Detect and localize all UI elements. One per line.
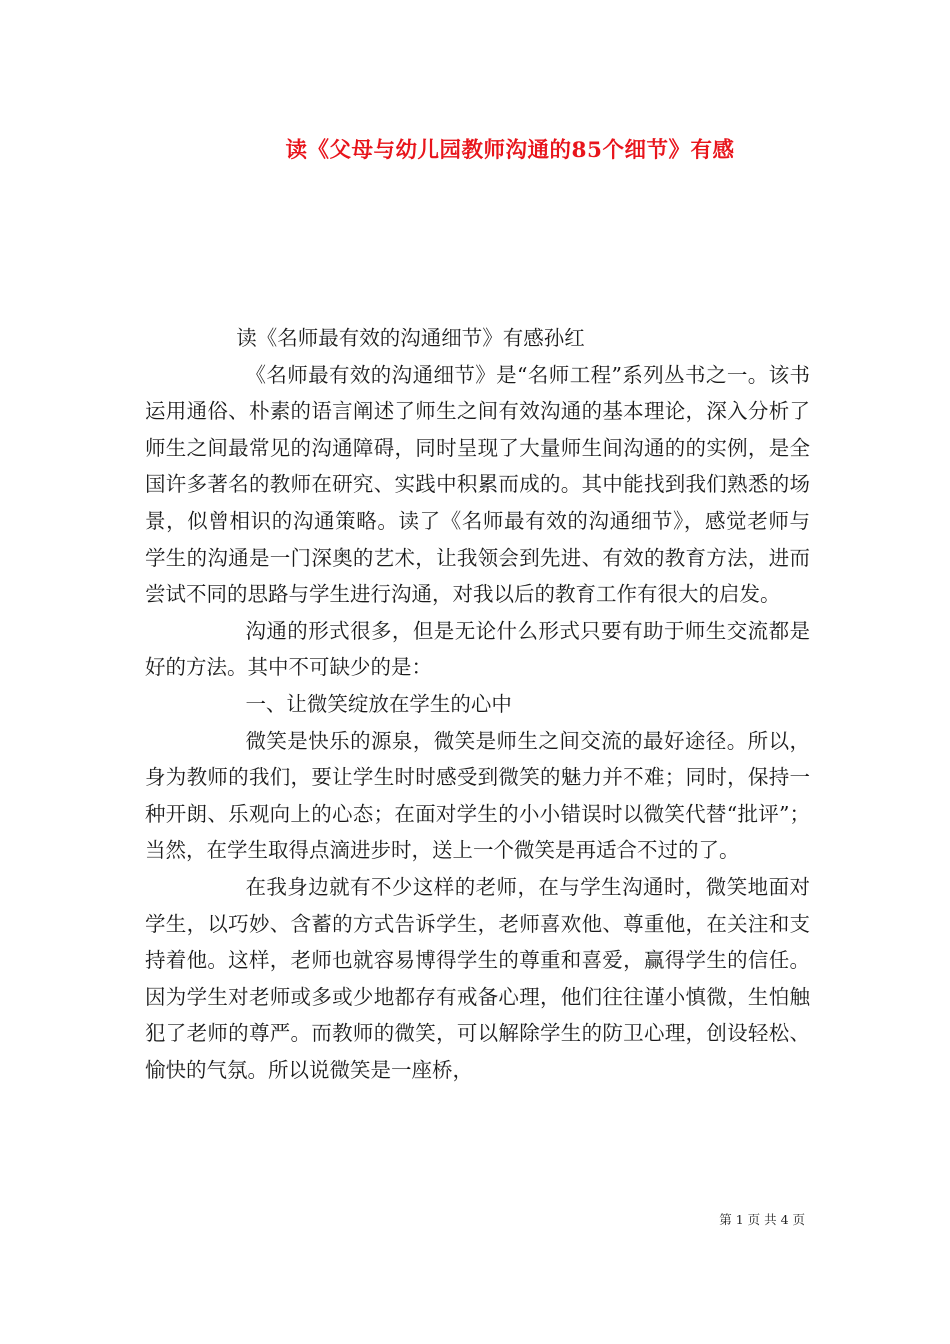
paragraph-teachers: 在我身边就有不少这样的老师，在与学生沟通时，微笑地面对学生，以巧妙、含蓄的方式告诉学生，老师喜欢他、尊重他，在关注和支持着他。这样，老师也就容易博得学生的尊重和喜爱，赢得学生的信任。因为学生对老师或多或少地都存有戒备心理，他们往往谨小慎微，生怕触犯了老师的尊严。而教师的微笑，可以解除学生的防卫心理，创设轻松、愉快的气氛。所以说微笑是一座桥， [145,874,810,1082]
document-body [145,320,810,1088]
article-subtitle: 读《名师最有效的沟通细节》有感孙红 [236,326,585,350]
paragraph-forms: 沟通的形式很多，但是无论什么形式只要有助于师生交流都是好的方法。其中不可缺少的是： [145,618,810,680]
paragraph-smile: 微笑是快乐的源泉，微笑是师生之间交流的最好途径。所以，身为教师的我们，要让学生时时感受到微笑的魅力并不难；同时，保持一种开朗、乐观向上的心态；在面对学生的小小错误时以微笑代替“批评”；当然，在学生取得点滴进步时，送上一个微笑是再适合不过的了。 [145,728,810,863]
paragraph-intro: 《名师最有效的沟通细节》是“名师工程”系列丛书之一。该书运用通俗、朴素的语言阐述了师生之间有效沟通的基本理论，深入分析了师生之间最常见的沟通障碍，同时呈现了大量师生间沟通的的实例，是全国许多著名的教师在研究、实践中积累而成的。其中能找到我们熟悉的场景，似曾相识的沟通策略。读了《名师最有效的沟通细节》，感觉老师与学生的沟通是一门深奥的艺术，让我领会到先进、有效的教育方法，进而尝试不同的思路与学生进行沟通，对我以后的教育工作有很大的启发。 [145,362,810,607]
section-heading-smile: 一、让微笑绽放在学生的心中 [245,691,512,716]
document-title: 读《父母与幼儿园教师沟通的85个细节》有感 [285,138,735,163]
page-footer: 第 1 页 共 4 页 [719,1212,805,1227]
